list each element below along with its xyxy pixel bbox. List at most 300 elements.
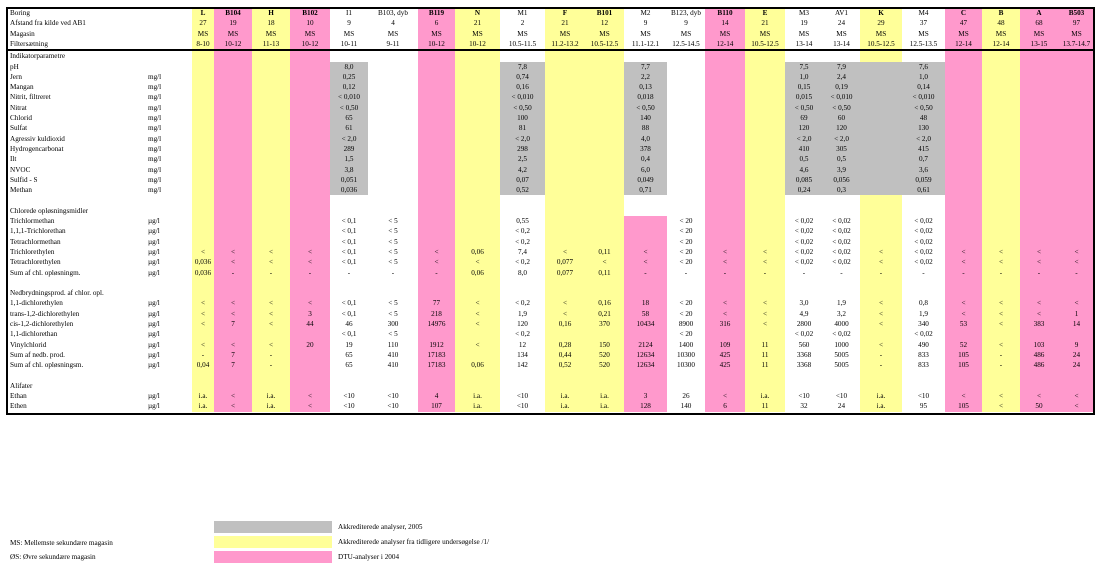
table-cell: - xyxy=(644,268,647,277)
header-cell: 29 xyxy=(877,19,885,28)
table-border-right xyxy=(1093,7,1095,415)
row-unit: µg/l xyxy=(148,299,160,308)
table-cell: 8900 xyxy=(678,320,694,328)
table-cell: 1400 xyxy=(678,340,694,349)
table-cell: 50 xyxy=(1035,402,1043,411)
row-unit: µg/l xyxy=(148,247,160,256)
table-cell: 2800 xyxy=(796,320,812,328)
table-cell: i.a. xyxy=(198,402,208,411)
legend-swatch-pink xyxy=(214,551,332,563)
table-cell: 1,9 xyxy=(919,309,928,318)
header-cell: 24 xyxy=(837,19,846,28)
row-label: Ethan xyxy=(10,392,27,401)
header-cell: 12-14 xyxy=(992,39,1010,48)
table-border-left xyxy=(6,7,8,415)
table-cell: < xyxy=(307,247,313,256)
table-cell: < xyxy=(230,340,236,349)
table-cell: 0,11 xyxy=(598,268,611,277)
row-unit: mg/l xyxy=(148,93,162,102)
table-cell: 0,036 xyxy=(194,268,212,277)
table-cell: < 20 xyxy=(679,247,693,256)
table-cell: 3,9 xyxy=(837,165,846,174)
table-cell: < 0,1 xyxy=(341,299,357,308)
row-unit: µg/l xyxy=(148,258,160,267)
table-cell: < 2,0 xyxy=(515,134,530,143)
header-cell: 10-12 xyxy=(469,39,486,48)
row-unit: µg/l xyxy=(148,227,160,236)
table-cell: < xyxy=(1036,299,1042,308)
table-cell: 17183 xyxy=(427,350,446,359)
table-cell: < 20 xyxy=(679,258,693,267)
table-cell: 1,5 xyxy=(344,155,354,164)
header-cell: MS xyxy=(387,29,399,38)
table-cell: 24 xyxy=(1072,350,1081,359)
row-unit: mg/l xyxy=(148,83,162,92)
header-cell: 10.5-11.5 xyxy=(508,39,537,48)
header-cell: AV1 xyxy=(834,9,849,17)
table-cell: 0,06 xyxy=(471,361,484,370)
table-cell: 486 xyxy=(1033,361,1045,370)
header-cell: MS xyxy=(1033,29,1045,38)
header-cell: 11.2-13.2 xyxy=(551,39,579,48)
table-cell: < 2,0 xyxy=(834,134,849,143)
table-cell: < xyxy=(230,392,236,401)
table-cell: 140 xyxy=(680,402,692,411)
table-cell: <10 xyxy=(798,392,810,401)
row-unit: mg/l xyxy=(148,144,162,153)
header-cell: 13-14 xyxy=(795,39,813,48)
header-cell: 13.7-14.7 xyxy=(1062,39,1091,48)
header-cell: K xyxy=(878,9,884,17)
table-cell: 100 xyxy=(517,114,528,122)
table-cell: - xyxy=(684,268,688,277)
table-cell: 120 xyxy=(798,124,810,133)
table-cell: - xyxy=(308,268,312,277)
header-cell: 68 xyxy=(1035,19,1043,28)
table-cell: 46 xyxy=(345,320,353,328)
header-cell: 48 xyxy=(997,19,1005,28)
header-cell: MS xyxy=(517,29,528,38)
row-label: Sum af nedb. prod. xyxy=(10,350,65,359)
table-cell: 0,056 xyxy=(833,175,850,184)
row-unit: µg/l xyxy=(148,340,160,349)
row-label: cis-1,2-dichlorethylen xyxy=(10,320,74,328)
table-cell: - xyxy=(999,350,1003,359)
header-cell: 9 xyxy=(684,19,688,28)
legend-swatch-yellow xyxy=(214,536,332,548)
table-cell: 18 xyxy=(641,299,650,308)
table-cell: 410 xyxy=(387,361,399,370)
header-cell: 14 xyxy=(721,19,729,28)
table-cell: 0,036 xyxy=(340,186,358,195)
row-label: pH xyxy=(10,62,19,71)
table-cell: 3,8 xyxy=(344,165,354,174)
header-cell: MS xyxy=(798,29,810,38)
header-cell: A xyxy=(1036,9,1042,17)
row-label: Hydrogencarbonat xyxy=(10,144,64,153)
header-cell: 12 xyxy=(600,19,609,28)
table-cell: 60 xyxy=(837,114,846,122)
table-cell: 53 xyxy=(959,320,968,328)
legend-text-yellow: Akkrediterede analyser fra tidligere undersøgelse /1/ xyxy=(338,538,490,546)
table-cell: 0,5 xyxy=(837,155,846,164)
table-cell: < xyxy=(475,320,480,328)
table-cell: 0,15 xyxy=(797,83,811,92)
table-cell: 0,06 xyxy=(471,247,484,256)
table-cell: 1912 xyxy=(429,340,444,349)
table-cell: - xyxy=(231,268,235,277)
table-cell: - xyxy=(922,268,925,277)
table-cell: < 0,010 xyxy=(337,93,361,102)
header-cell: B xyxy=(998,9,1004,17)
row-unit: µg/l xyxy=(148,320,160,328)
header-cell: MS xyxy=(958,29,969,38)
table-cell: 305 xyxy=(836,144,847,153)
table-cell: 11 xyxy=(761,402,769,411)
table-cell: 7 xyxy=(231,320,235,328)
header-cell: MS xyxy=(472,29,483,38)
row-label: 1,1,1-Trichlorethan xyxy=(10,227,66,236)
table-cell: - xyxy=(201,350,205,359)
header-cell: MS xyxy=(759,29,771,38)
row-label: Ethen xyxy=(10,402,27,411)
table-cell: 3 xyxy=(308,309,312,318)
column-band xyxy=(290,8,330,412)
table-cell: 0,16 xyxy=(516,83,529,92)
table-cell: < xyxy=(762,320,768,328)
table-cell: 0,16 xyxy=(598,299,611,308)
table-cell: < xyxy=(230,258,236,267)
table-cell: 65 xyxy=(345,350,353,359)
table-cell: 12634 xyxy=(636,350,655,359)
legend-swatch-gray xyxy=(214,521,332,533)
table-cell: 378 xyxy=(640,144,651,153)
table-cell: < 0,2 xyxy=(515,258,530,267)
table-cell: < 0,02 xyxy=(794,217,814,225)
header-cell: 8-10 xyxy=(196,39,210,48)
row-label: Vinylchlorid xyxy=(10,340,47,349)
header-cell: MS xyxy=(680,29,692,38)
table-cell: < 0,02 xyxy=(914,258,933,267)
legend-text-gray: Akkrediterede analyser, 2005 xyxy=(338,523,423,531)
table-cell: 14 xyxy=(1072,320,1081,328)
table-cell: < xyxy=(230,402,236,411)
header-cell: M3 xyxy=(799,9,809,17)
table-cell: 410 xyxy=(798,144,810,153)
table-cell: < 5 xyxy=(388,247,398,256)
table-cell: 7,8 xyxy=(518,62,527,71)
table-cell: 58 xyxy=(641,309,650,318)
table-cell: 2,5 xyxy=(518,155,527,164)
table-cell: 9 xyxy=(1074,340,1079,349)
row-label: Sum af chl. opløsningsm. xyxy=(10,361,84,370)
header-cell: I1 xyxy=(346,9,352,17)
table-cell: < xyxy=(762,299,768,308)
table-cell: < xyxy=(1074,258,1079,267)
table-cell: < xyxy=(434,258,439,267)
table-cell: 81 xyxy=(518,124,527,133)
table-cell: 120 xyxy=(836,124,847,133)
header-cell: B104 xyxy=(225,9,241,17)
table-cell: 490 xyxy=(918,340,929,349)
header-cell: MS xyxy=(431,29,442,38)
table-cell: < 0,02 xyxy=(914,217,933,225)
table-cell: < xyxy=(878,320,884,328)
table-cell: < xyxy=(268,258,274,267)
table-cell: < xyxy=(878,299,884,308)
header-cell: 10-12 xyxy=(224,39,242,48)
header-cell: B103, dyb xyxy=(378,9,408,17)
table-cell: - xyxy=(1075,268,1078,277)
table-cell: < xyxy=(643,258,648,267)
table-cell: 0,52 xyxy=(558,361,572,370)
table-cell: 52 xyxy=(959,340,968,349)
row-unit: µg/l xyxy=(148,268,160,277)
table-cell: < 0,02 xyxy=(832,330,851,339)
table-cell: < xyxy=(1036,309,1042,318)
table-cell: 0,44 xyxy=(558,350,572,359)
header-cell: 10-11 xyxy=(340,39,358,48)
table-cell: < 5 xyxy=(388,258,398,267)
table-cell: <10 xyxy=(516,402,529,411)
table-cell: < 0,02 xyxy=(794,237,814,246)
table-cell: < 0,010 xyxy=(912,93,935,102)
header-cell: B110 xyxy=(717,9,733,17)
row-unit: mg/l xyxy=(148,103,162,112)
header-cell: 12.5-14.5 xyxy=(672,39,700,48)
table-cell: 0,28 xyxy=(558,340,572,349)
table-cell: < xyxy=(200,309,206,318)
table-cell: 316 xyxy=(719,320,731,328)
header-cell: 10.5-12.5 xyxy=(590,39,619,48)
table-cell: < xyxy=(998,258,1004,267)
table-cell: < 0,50 xyxy=(636,103,655,112)
table-cell: < xyxy=(762,247,768,256)
table-cell: 11 xyxy=(761,361,769,370)
table-cell: - xyxy=(723,268,727,277)
table-cell: 2,2 xyxy=(641,72,650,81)
table-cell: < 0,50 xyxy=(914,103,933,112)
table-cell: < 0,1 xyxy=(341,217,357,225)
table-cell: < 0,1 xyxy=(341,247,357,256)
table-cell: - xyxy=(879,350,883,359)
table-cell: 0,24 xyxy=(797,186,811,195)
table-cell: < 0,010 xyxy=(511,93,534,102)
table-cell: < xyxy=(602,258,607,267)
header-cell: M1 xyxy=(517,9,528,17)
header-cell: MS xyxy=(265,29,277,38)
table-cell: 0,25 xyxy=(342,72,356,81)
table-cell: < 0,1 xyxy=(341,227,357,236)
table-cell: 48 xyxy=(919,114,928,122)
table-cell: - xyxy=(269,350,273,359)
table-cell: 0,61 xyxy=(917,186,930,195)
header-cell: MS xyxy=(918,29,929,38)
table-cell: 1,9 xyxy=(837,299,846,308)
row-unit: mg/l xyxy=(148,134,162,143)
table-cell: 0,13 xyxy=(639,83,652,92)
table-cell: < xyxy=(475,340,480,349)
row-label: Sulfid - S xyxy=(10,175,38,184)
table-cell: < 2,0 xyxy=(341,134,357,143)
table-cell: <10 xyxy=(343,392,355,401)
table-cell: 95 xyxy=(919,402,928,411)
table-cell: < xyxy=(307,392,313,401)
table-cell: 140 xyxy=(640,114,651,122)
table-cell: < 0,02 xyxy=(832,227,851,236)
table-cell: < xyxy=(643,247,648,256)
legend-text-pink: DTU-analyser i 2004 xyxy=(338,553,400,561)
header-cell: MS xyxy=(227,29,239,38)
row-unit: mg/l xyxy=(148,155,162,164)
table-cell: 61 xyxy=(345,124,353,133)
note-os: ØS: Øvre sekundære magasin xyxy=(10,553,96,561)
table-cell: < xyxy=(475,258,480,267)
row-unit: mg/l xyxy=(148,175,162,184)
header-cell: 11-13 xyxy=(262,39,280,48)
table-cell: < xyxy=(998,247,1004,256)
table-cell: 560 xyxy=(798,340,810,349)
table-cell: 833 xyxy=(918,350,929,359)
section-heading: Alifater xyxy=(10,381,33,390)
table-cell: 77 xyxy=(432,299,441,308)
table-cell: 24 xyxy=(837,402,846,411)
header-cell: 13-15 xyxy=(1030,39,1048,48)
table-cell: < xyxy=(998,402,1004,411)
table-cell: < 5 xyxy=(388,217,398,225)
table-cell: < xyxy=(1074,299,1079,308)
header-label: Afstand fra kilde ved AB1 xyxy=(10,19,86,28)
row-label: 1,1-dichlorethylen xyxy=(10,299,63,308)
table-cell: < 0,02 xyxy=(794,227,814,236)
table-cell: < xyxy=(722,392,728,401)
table-cell: 7,5 xyxy=(799,62,809,71)
table-cell: < xyxy=(200,320,206,328)
header-cell: 19 xyxy=(800,19,808,28)
table-cell: < 5 xyxy=(388,309,398,318)
table-cell: < xyxy=(961,299,966,308)
table-cell: 6 xyxy=(723,402,727,411)
table-cell: i.a. xyxy=(876,402,886,411)
table-cell: < xyxy=(998,299,1004,308)
row-unit: µg/l xyxy=(148,350,160,359)
table-cell: 0,71 xyxy=(639,186,652,195)
header-cell: 21 xyxy=(761,19,769,28)
table-cell: 1,0 xyxy=(799,72,809,81)
table-cell: 26 xyxy=(682,392,690,401)
header-cell: 12.5-13.5 xyxy=(909,39,938,48)
table-cell: 14976 xyxy=(427,320,446,328)
header-cell: 18 xyxy=(267,19,275,28)
header-cell: 13-14 xyxy=(833,39,850,48)
table-cell: < xyxy=(230,299,236,308)
table-cell: 0,015 xyxy=(795,93,813,102)
table-cell: 0,5 xyxy=(799,155,809,164)
table-cell: < 2,0 xyxy=(796,134,812,143)
table-cell: 1,0 xyxy=(919,72,928,81)
table-cell: 103 xyxy=(1033,340,1045,349)
table-cell: 383 xyxy=(1033,320,1045,328)
row-unit: mg/l xyxy=(148,114,162,122)
header-cell: 10-12 xyxy=(301,39,319,48)
table-cell: i.a. xyxy=(266,402,276,411)
table-cell: 12634 xyxy=(636,361,655,370)
header-cell: MS xyxy=(343,29,355,38)
row-unit: mg/l xyxy=(148,124,162,133)
header-label: Magasin xyxy=(10,29,35,38)
table-cell: 3368 xyxy=(796,361,812,370)
header-cell: E xyxy=(762,9,768,17)
table-cell: 10300 xyxy=(677,361,695,370)
header-cell: MS xyxy=(304,29,316,38)
table-cell: 105 xyxy=(958,361,969,370)
table-cell: 8,0 xyxy=(518,268,527,277)
table-cell: < 0,02 xyxy=(794,258,814,267)
table-cell: 20 xyxy=(306,340,314,349)
header-cell: B119 xyxy=(428,9,445,17)
row-label: trans-1,2-dichlorethylen xyxy=(10,309,80,318)
table-cell: i.a. xyxy=(473,392,482,401)
header-cell: 10 xyxy=(306,19,314,28)
header-cell: 37 xyxy=(919,19,928,28)
table-cell: < xyxy=(1036,258,1042,267)
table-cell: 2124 xyxy=(638,340,653,349)
row-unit: µg/l xyxy=(148,309,160,318)
table-cell: 0,7 xyxy=(919,155,928,164)
header-cell: 12-14 xyxy=(955,39,972,48)
table-cell: < 20 xyxy=(679,299,693,308)
header-cell: B101 xyxy=(596,9,613,17)
table-cell: < 20 xyxy=(679,227,693,236)
table-cell: < 0,02 xyxy=(914,237,933,246)
table-cell: i.a. xyxy=(266,392,276,401)
table-cell: < xyxy=(878,340,884,349)
table-cell: 0,049 xyxy=(637,175,654,184)
table-cell: < 0,1 xyxy=(341,330,357,339)
table-cell: 4 xyxy=(434,392,439,401)
row-label: Tetrachlormethan xyxy=(10,237,61,246)
table-cell: 24 xyxy=(1072,361,1081,370)
row-label: Methan xyxy=(10,186,32,195)
header-cell: MS xyxy=(995,29,1007,38)
row-label: NVOC xyxy=(10,165,31,174)
table-cell: 134 xyxy=(517,350,528,359)
row-unit: µg/l xyxy=(148,361,160,370)
table-cell: < xyxy=(722,309,728,318)
table-cell: 289 xyxy=(343,144,355,153)
table-cell: 3 xyxy=(643,392,648,401)
table-cell: 0,018 xyxy=(637,93,654,102)
table-cell: - xyxy=(391,268,395,277)
table-border-top xyxy=(6,7,1095,9)
header-cell: 21 xyxy=(473,19,482,28)
table-cell: 7,4 xyxy=(518,247,527,256)
table-cell: 5005 xyxy=(834,350,849,359)
table-cell: < 0,02 xyxy=(832,237,851,246)
table-cell: < 0,50 xyxy=(339,103,359,112)
header-cell: C xyxy=(960,9,967,17)
header-cell: 10-12 xyxy=(428,39,445,48)
table-cell: - xyxy=(962,268,965,277)
table-cell: 130 xyxy=(918,124,929,133)
table-cell: < xyxy=(961,258,966,267)
table-cell: 12 xyxy=(518,340,527,349)
table-cell: 32 xyxy=(800,402,808,411)
table-cell: 0,11 xyxy=(598,247,611,256)
table-cell: < xyxy=(961,309,966,318)
header-cell: 10.5-12.5 xyxy=(751,39,779,48)
header-cell: MS xyxy=(875,29,887,38)
